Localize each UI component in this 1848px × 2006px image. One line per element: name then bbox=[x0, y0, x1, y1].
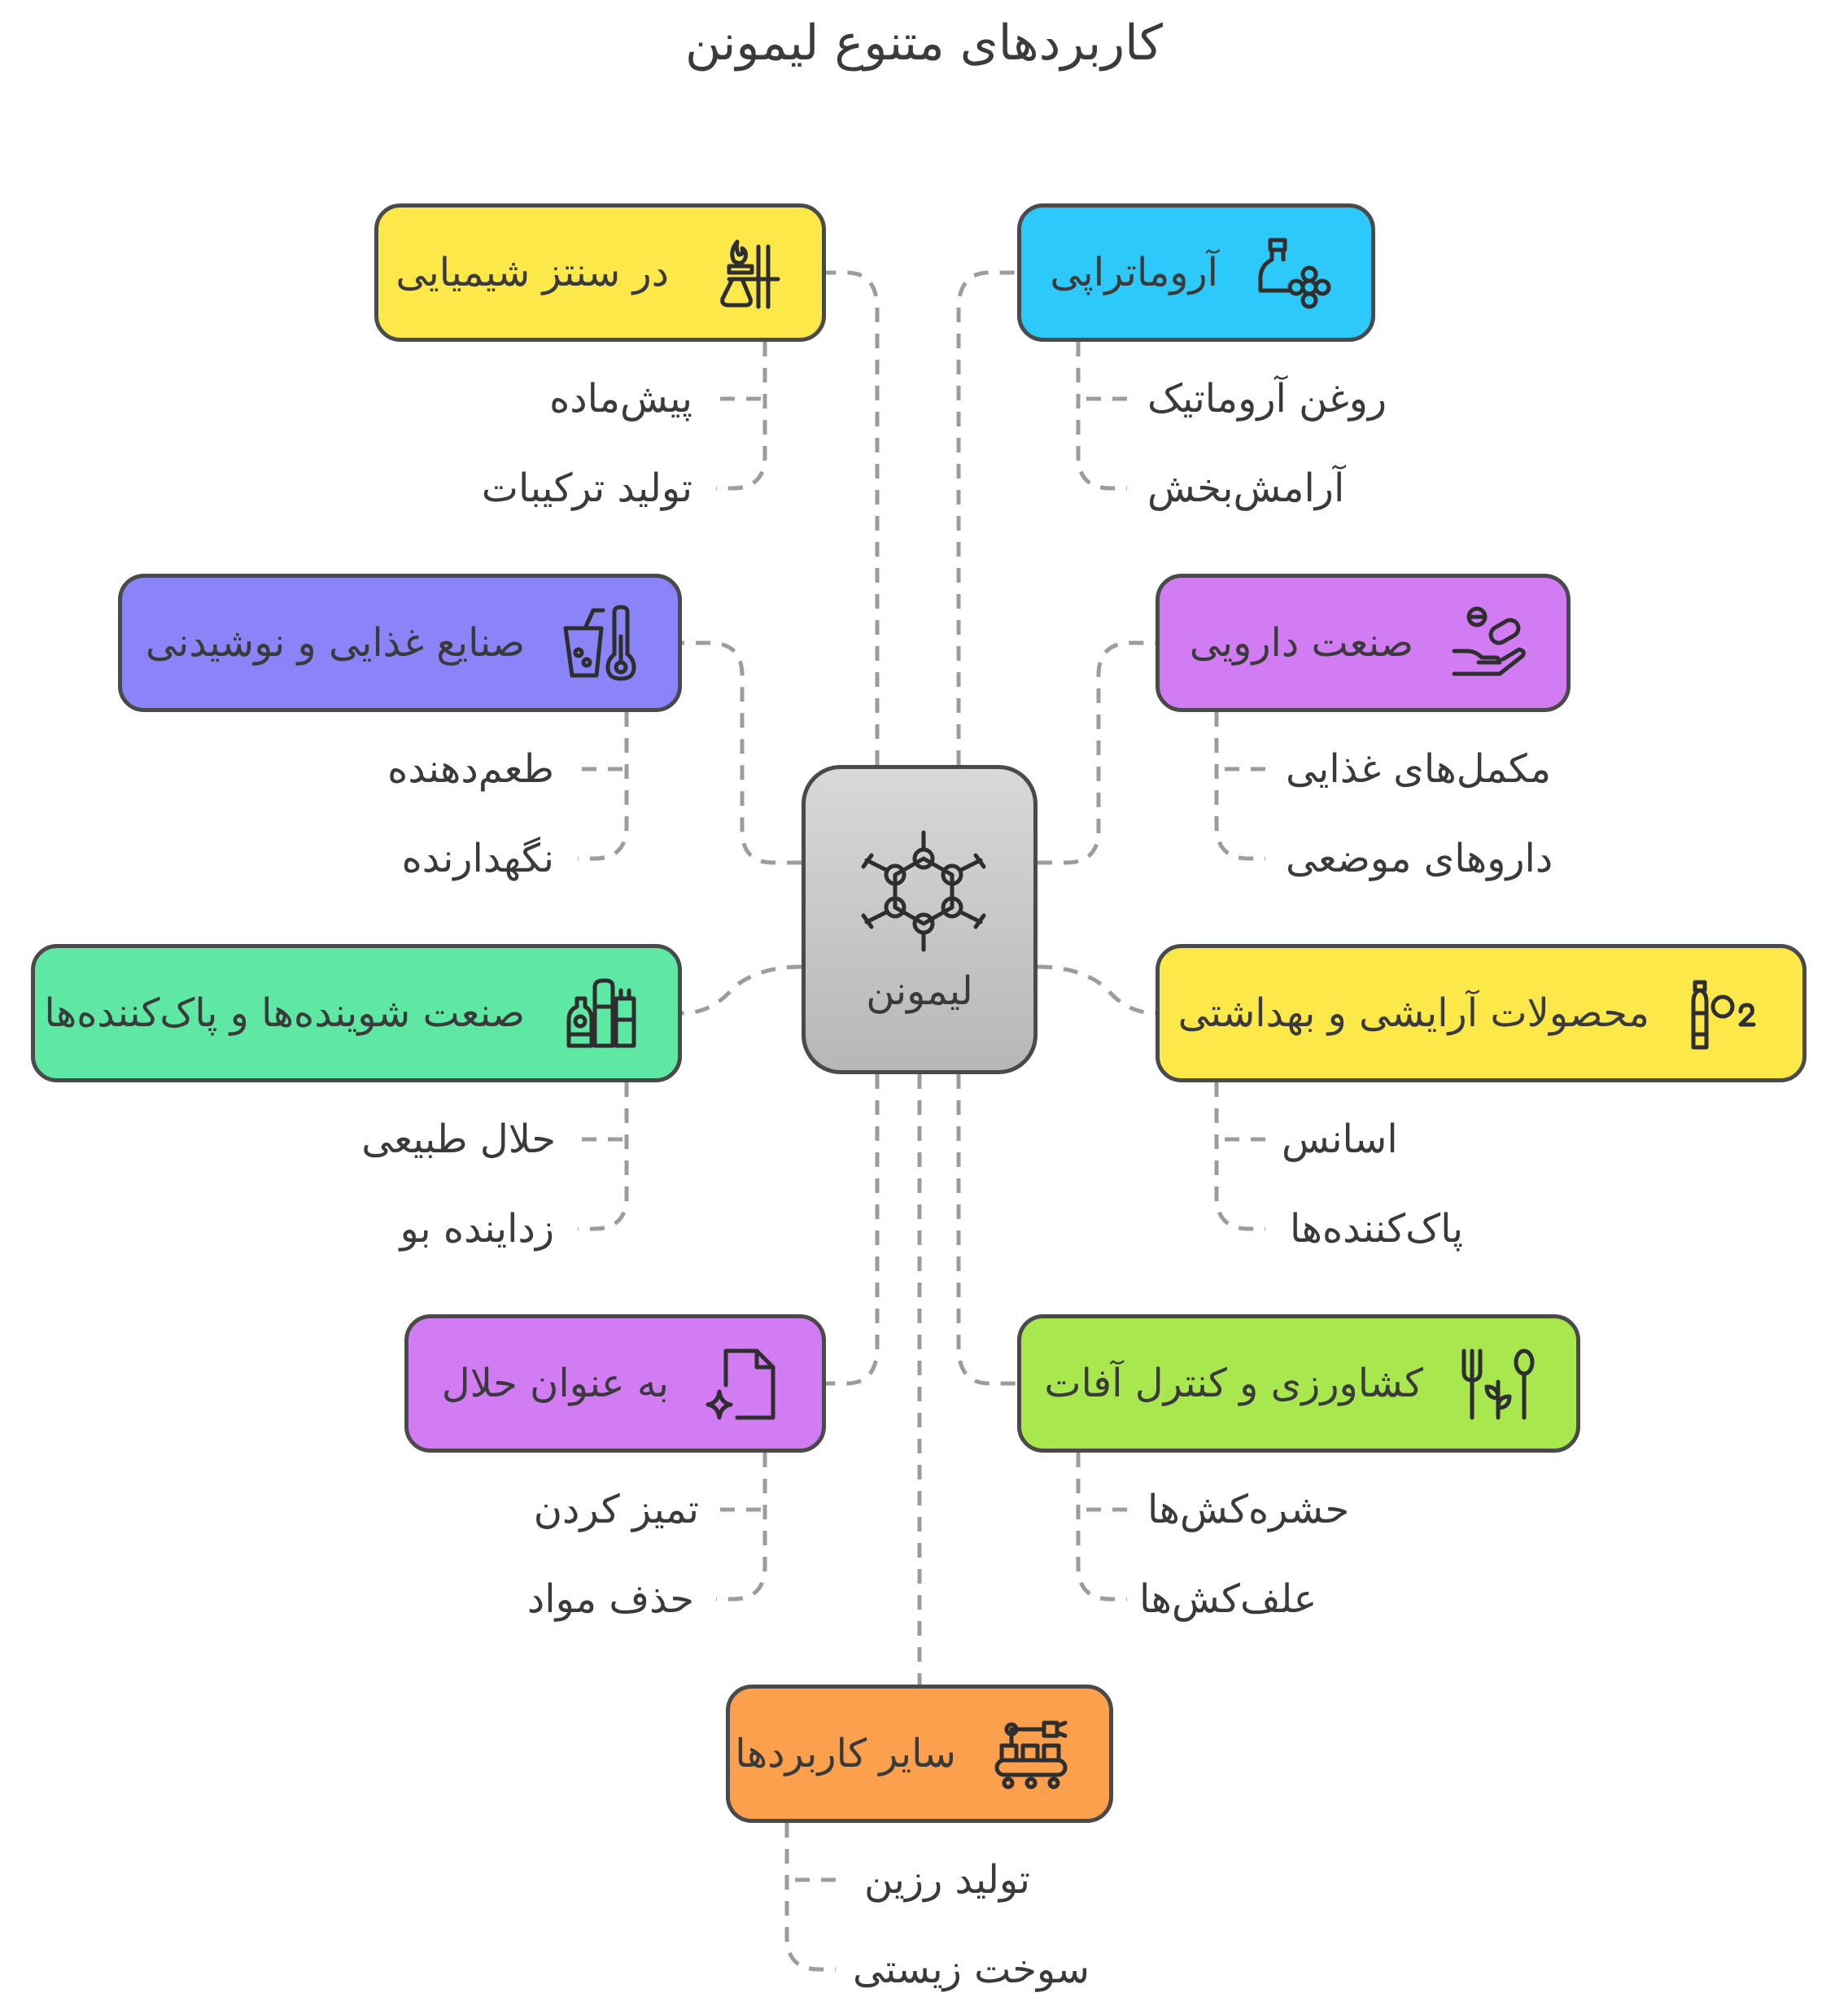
leaf-item: زداینده بو bbox=[400, 1206, 554, 1252]
page-title: کاربردهای متنوع لیمونن bbox=[685, 15, 1163, 72]
node-aromatherapy[interactable] bbox=[1017, 203, 1375, 342]
cleaning-bottles-icon bbox=[561, 974, 639, 1052]
leaf-item: آرامش‌بخش bbox=[1147, 465, 1345, 511]
node-other-uses[interactable] bbox=[726, 1685, 1113, 1823]
center-label: لیمونن bbox=[866, 968, 973, 1014]
node-label: به عنوان حلال bbox=[441, 1361, 669, 1406]
conveyor-robot-icon bbox=[992, 1715, 1070, 1793]
leaf-item: علف‌کش‌ها bbox=[1139, 1576, 1317, 1622]
oxygen-bottle-icon bbox=[1685, 974, 1763, 1052]
leaf-item: پاک‌کننده‌ها bbox=[1290, 1206, 1464, 1252]
leaf-item: اسانس bbox=[1282, 1117, 1398, 1162]
node-pharmaceutical[interactable] bbox=[1156, 574, 1571, 712]
leaf-item: داروهای موضعی bbox=[1286, 836, 1553, 881]
leaf-item: سوخت زیستی bbox=[853, 1947, 1090, 1992]
node-agriculture[interactable] bbox=[1017, 1314, 1580, 1453]
leaf-item: حذف مواد bbox=[526, 1576, 694, 1622]
leaf-item: روغن آروماتیک bbox=[1147, 376, 1387, 422]
node-label: صنعت دارویی bbox=[1189, 620, 1413, 666]
node-label: صنعت شوینده‌ها و پاک‌کننده‌ها bbox=[44, 990, 525, 1036]
leaf-item: نگهدارنده bbox=[401, 836, 554, 881]
node-label: صنایع غذایی و نوشیدنی bbox=[145, 620, 525, 666]
center-node[interactable] bbox=[802, 765, 1038, 1074]
leaf-item: تولید ترکیبات bbox=[481, 465, 692, 511]
leaf-item: حشره‌کش‌ها bbox=[1147, 1487, 1350, 1532]
node-solvent[interactable] bbox=[404, 1314, 826, 1453]
node-label: آروماتراپی bbox=[1050, 250, 1218, 295]
node-food-beverage[interactable] bbox=[118, 574, 682, 712]
leaf-item: پیش‌ماده bbox=[549, 376, 692, 422]
oil-bottle-flower-icon bbox=[1254, 234, 1332, 312]
leaf-item: تمیز کردن bbox=[533, 1487, 699, 1532]
leaf-item: طعم‌دهنده bbox=[387, 746, 554, 792]
fork-plant-spoon-icon bbox=[1459, 1344, 1537, 1423]
leaf-item: تولید رزین bbox=[864, 1857, 1030, 1903]
node-label: محصولات آرایشی و بهداشتی bbox=[1177, 990, 1649, 1036]
molecule-icon bbox=[858, 826, 989, 956]
node-cosmetics[interactable] bbox=[1156, 944, 1806, 1082]
node-label: کشاورزی و کنترل آفات bbox=[1044, 1361, 1423, 1406]
leaf-item: مکمل‌های غذایی bbox=[1286, 746, 1552, 792]
node-detergents[interactable] bbox=[31, 944, 682, 1082]
bunsen-flask-icon bbox=[705, 234, 783, 312]
node-label: سایر کاربردها bbox=[735, 1731, 956, 1777]
sparkle-file-icon bbox=[705, 1344, 783, 1423]
node-label: در سنتز شیمیایی bbox=[395, 250, 669, 295]
leaf-item: حلال طبیعی bbox=[361, 1117, 556, 1162]
pill-hand-icon bbox=[1449, 604, 1527, 682]
node-chemical-synthesis[interactable] bbox=[374, 203, 826, 342]
drink-thermometer-icon bbox=[561, 604, 639, 682]
